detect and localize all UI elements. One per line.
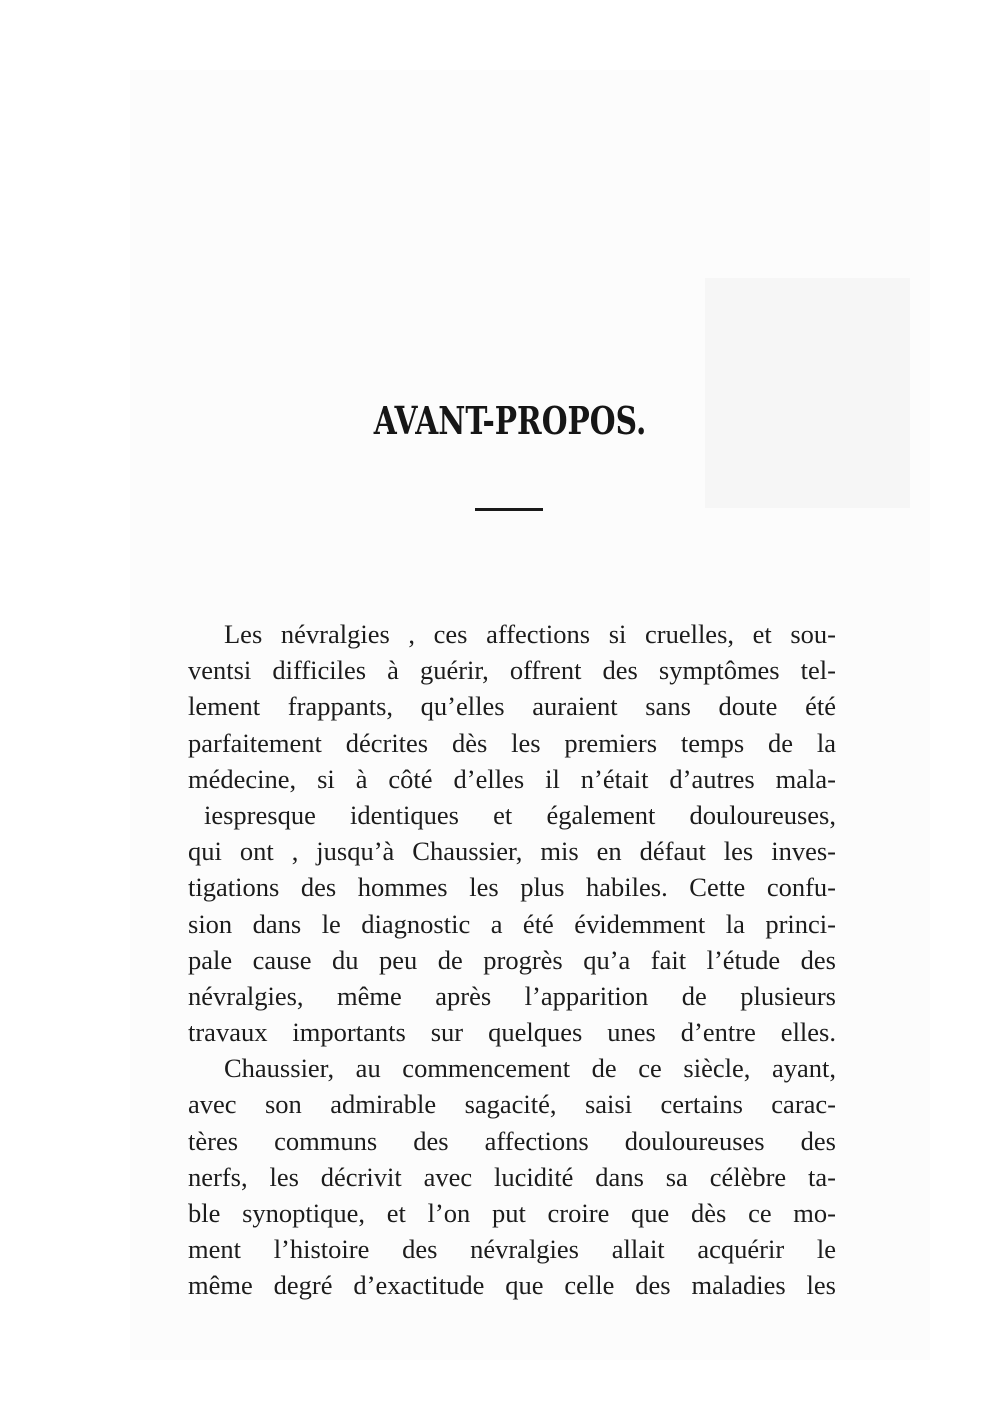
text-line: ventsi difficiles à guérir, offrent des symptômes tel- [188,655,836,686]
text-line: lement frappants, qu’elles auraient sans doute été [188,691,836,722]
text-line: Chaussier, au commencement de ce siècle, ayant, [224,1053,836,1084]
paragraph-1 [188,616,836,1050]
text-line: même degré d’exactitude que celle des maladies les [188,1270,836,1301]
text-line: qui ont , jusqu’à Chaussier, mis en défaut les inves- [188,836,836,867]
text-line: travaux importants sur quelques unes d’entre elles. [188,1017,836,1048]
body-text [188,616,836,1304]
title-divider [475,508,543,511]
text-line: Les névralgies , ces affections si cruelles, et sou- [224,619,836,649]
text-line: tères communs des affections douloureuses des [188,1125,836,1156]
text-line: médecine, si à côté d’elles il n’était d’autres mala- [188,763,836,794]
text-line: parfaitement décrites dès les premiers temps de la [188,727,836,758]
text-line: pale cause du peu de progrès qu’a fait l’étude des [188,944,836,975]
text-line: ment l’histoire des névralgies allait acquérir le [188,1234,836,1265]
page-title: AVANT-PROPOS. [373,398,647,443]
paragraph-2 [188,1050,836,1303]
text-line: avec son admirable sagacité, saisi certains carac- [188,1089,836,1120]
text-line: sion dans le diagnostic a été évidemment la princi- [188,908,836,939]
text-line: iespresque identiques et également douloureuses, [204,799,836,830]
scan-patch [705,278,910,508]
text-line: tigations des hommes les plus habiles. Cette confu- [188,872,836,903]
text-line: névralgies, même après l’apparition de plusieurs [188,980,836,1011]
text-line: ble synoptique, et l’on put croire que dès ce mo- [188,1198,836,1228]
text-line: nerfs, les décrivit avec lucidité dans sa célèbre ta- [188,1161,836,1192]
